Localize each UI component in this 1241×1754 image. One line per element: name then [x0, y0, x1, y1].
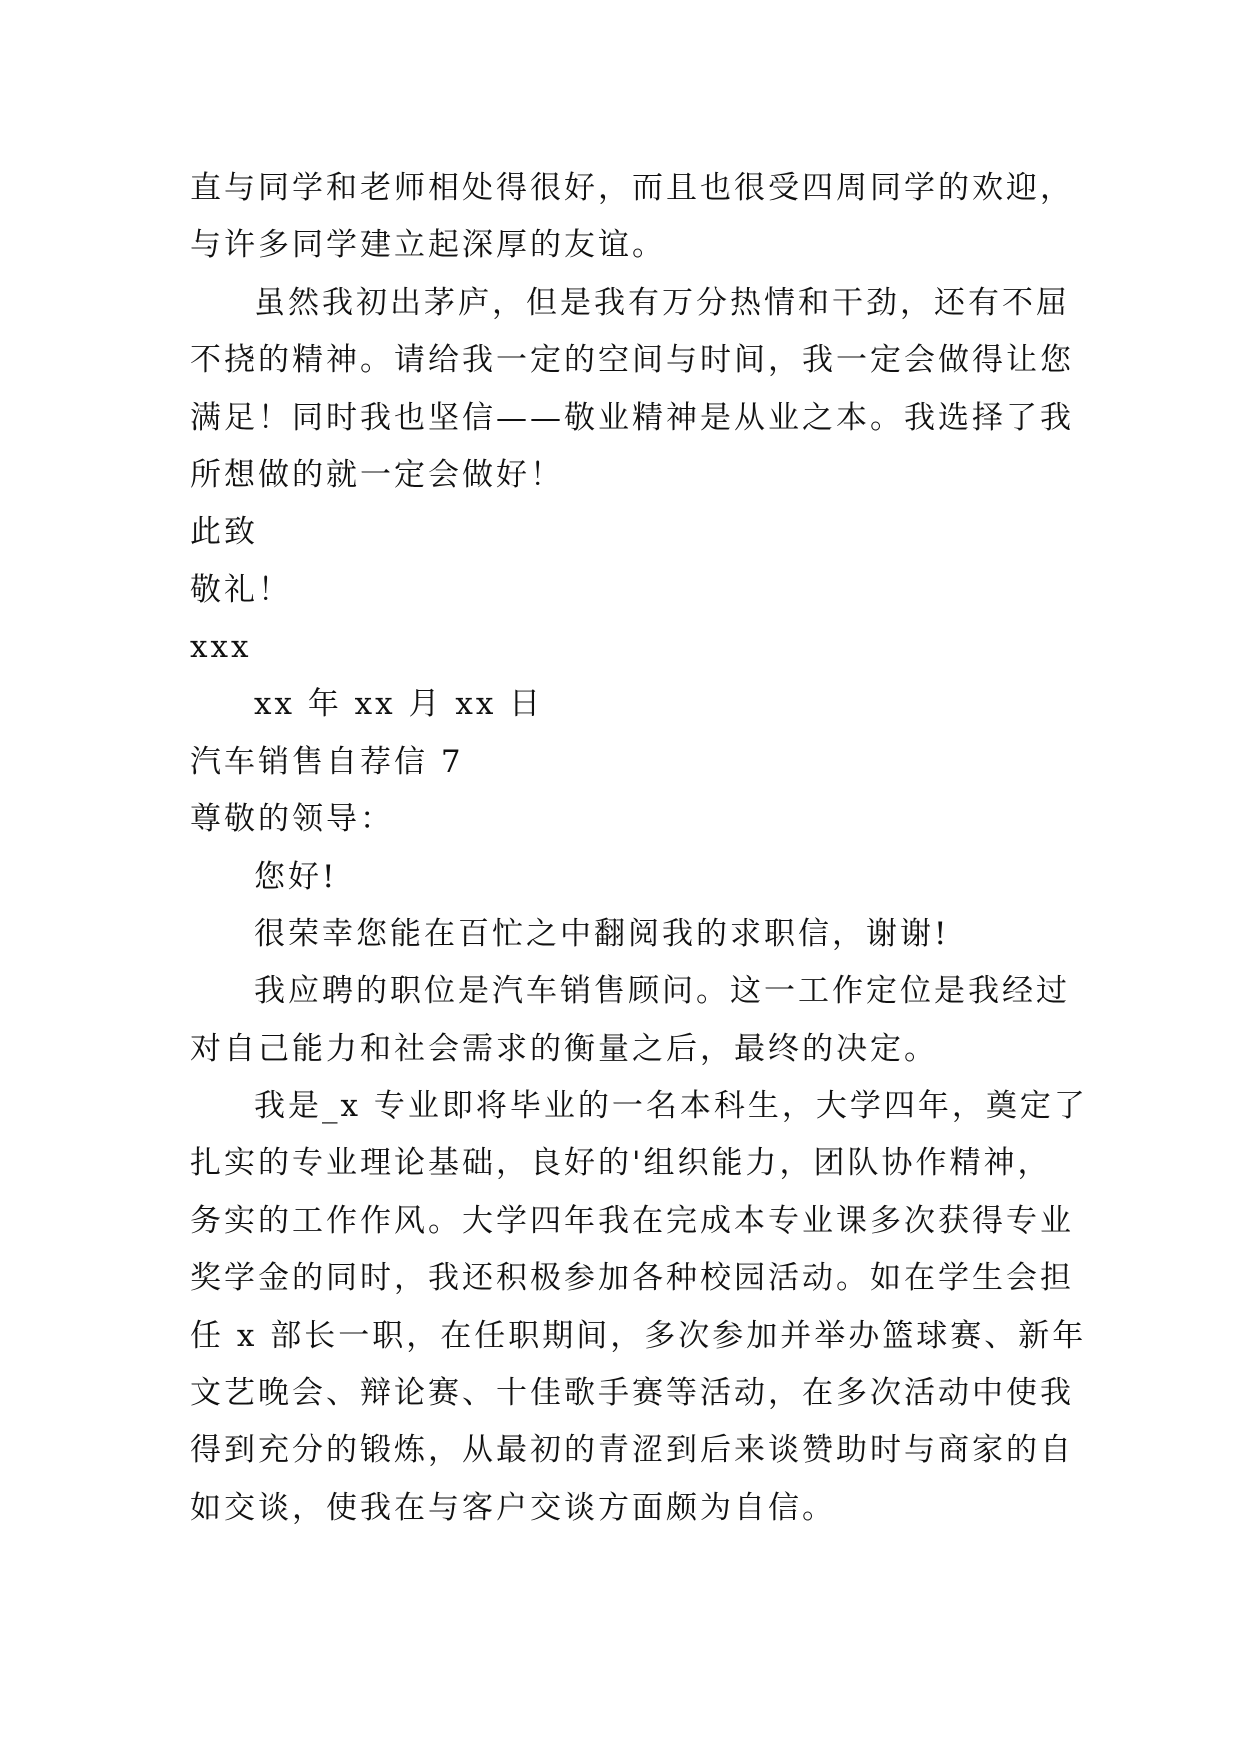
text-line-closing: 此致 [190, 514, 258, 550]
text-line-3: 虽然我初出茅庐，但是我有万分热情和干劲，还有不屈 [254, 285, 1070, 321]
text-line-date: xx 年 xx 月 xx 日 [254, 686, 544, 722]
text-line-15: 我应聘的职位是汽车销售顾问。这一工作定位是我经过 [254, 973, 1070, 1009]
text-line-14: 很荣幸您能在百忙之中翻阅我的求职信，谢谢! [254, 916, 950, 952]
text-line-23: 得到充分的锻炼，从最初的青涩到后来谈赞助时与商家的自 [190, 1432, 1074, 1468]
text-line-salutation: 敬礼！ [190, 572, 292, 608]
section-heading: 汽车销售自荐信 7 [190, 744, 464, 780]
text-line-24: 如交谈，使我在与客户交谈方面颇为自信。 [190, 1490, 836, 1526]
text-line-20: 奖学金的同时，我还积极参加各种校园活动。如在学生会担 [190, 1260, 1074, 1296]
text-line-1: 直与同学和老师相处得很好，而且也很受四周同学的欢迎， [190, 170, 1074, 206]
text-line-5: 满足！同时我也坚信——敬业精神是从业之本。我选择了我 [190, 400, 1074, 436]
text-line-18: 扎实的专业理论基础，良好的'组织能力，团队协作精神， [190, 1145, 1052, 1181]
text-line-4: 不挠的精神。请给我一定的空间与时间，我一定会做得让您 [190, 342, 1074, 378]
text-line-21: 任 x 部长一职，在任职期间，多次参加并举办篮球赛、新年 [190, 1318, 1087, 1354]
text-line-22: 文艺晚会、辩论赛、十佳歌手赛等活动，在多次活动中使我 [190, 1375, 1074, 1411]
text-line-19: 务实的工作作风。大学四年我在完成本专业课多次获得专业 [190, 1203, 1074, 1239]
text-line-recipient: 尊敬的领导： [190, 801, 394, 837]
text-line-signature: xxx [190, 629, 252, 665]
text-line-16: 对自己能力和社会需求的衡量之后，最终的决定。 [190, 1031, 938, 1067]
text-line-greeting: 您好! [254, 859, 338, 895]
text-line-6: 所想做的就一定会做好！ [190, 457, 564, 493]
text-line-2: 与许多同学建立起深厚的友谊。 [190, 227, 666, 263]
text-line-17: 我是_x 专业即将毕业的一名本科生，大学四年，奠定了 [254, 1088, 1088, 1124]
